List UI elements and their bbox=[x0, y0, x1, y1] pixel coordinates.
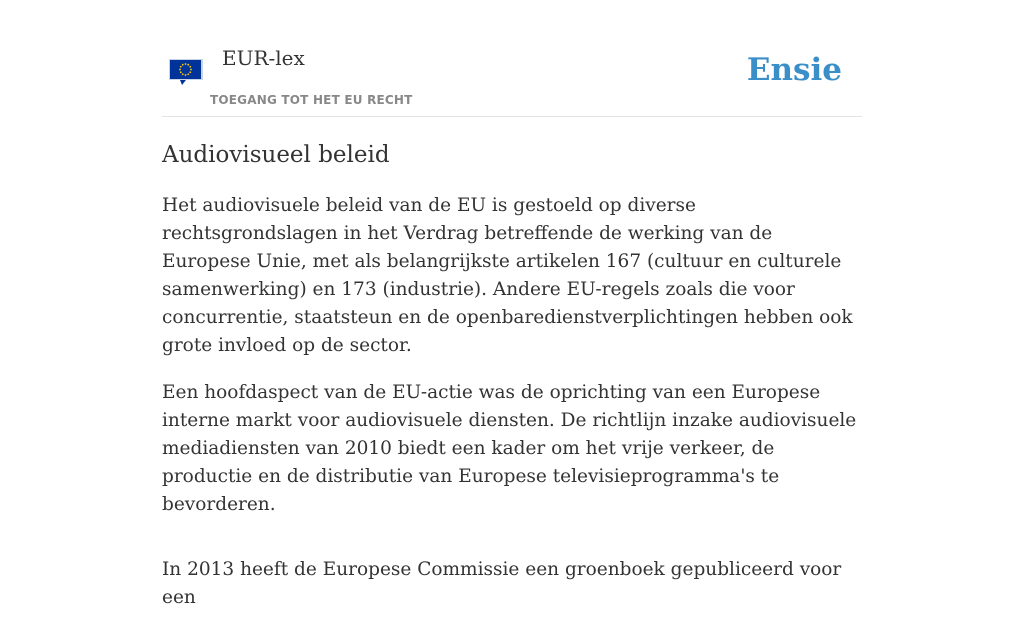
article-paragraph: Het audiovisuele beleid van de EU is gestoeld op diverse rechtsgrondslagen in het Verdrag betreffende de werking van de Europese Unie, met als belangrijkste artikelen 167 (cultuur en culturele samenwerking) en 173 (industrie). Andere EU-regels zoals die voor concurrentie, staatsteun en de openbaredienstverplichtingen hebben ook grote invloed op de sector. bbox=[162, 195, 853, 356]
site-header bbox=[162, 0, 862, 117]
article-paragraph: In 2013 heeft de Europese Commissie een groenboek gepubliceerd voor een bbox=[162, 559, 842, 608]
site-tagline: TOEGANG TOT HET EU RECHT bbox=[210, 93, 413, 107]
page bbox=[162, 0, 862, 608]
article-paragraph: Een hoofdaspect van de EU-actie was de oprichting van een Europese interne markt voor audiovisuele diensten. De richtlijn inzake audiovisuele mediadiensten van 2010 biedt een kader om het vrije verkeer, de productie en de distributie van Europese televisieprogramma's te bevorderen. bbox=[162, 382, 857, 515]
article-body bbox=[162, 192, 862, 631]
page-title: Audiovisueel beleid bbox=[162, 142, 390, 168]
site-name-link[interactable]: EUR-lex bbox=[222, 46, 305, 70]
brand-logo-link[interactable]: Ensie bbox=[746, 52, 842, 88]
eu-flag-icon[interactable] bbox=[168, 56, 204, 88]
